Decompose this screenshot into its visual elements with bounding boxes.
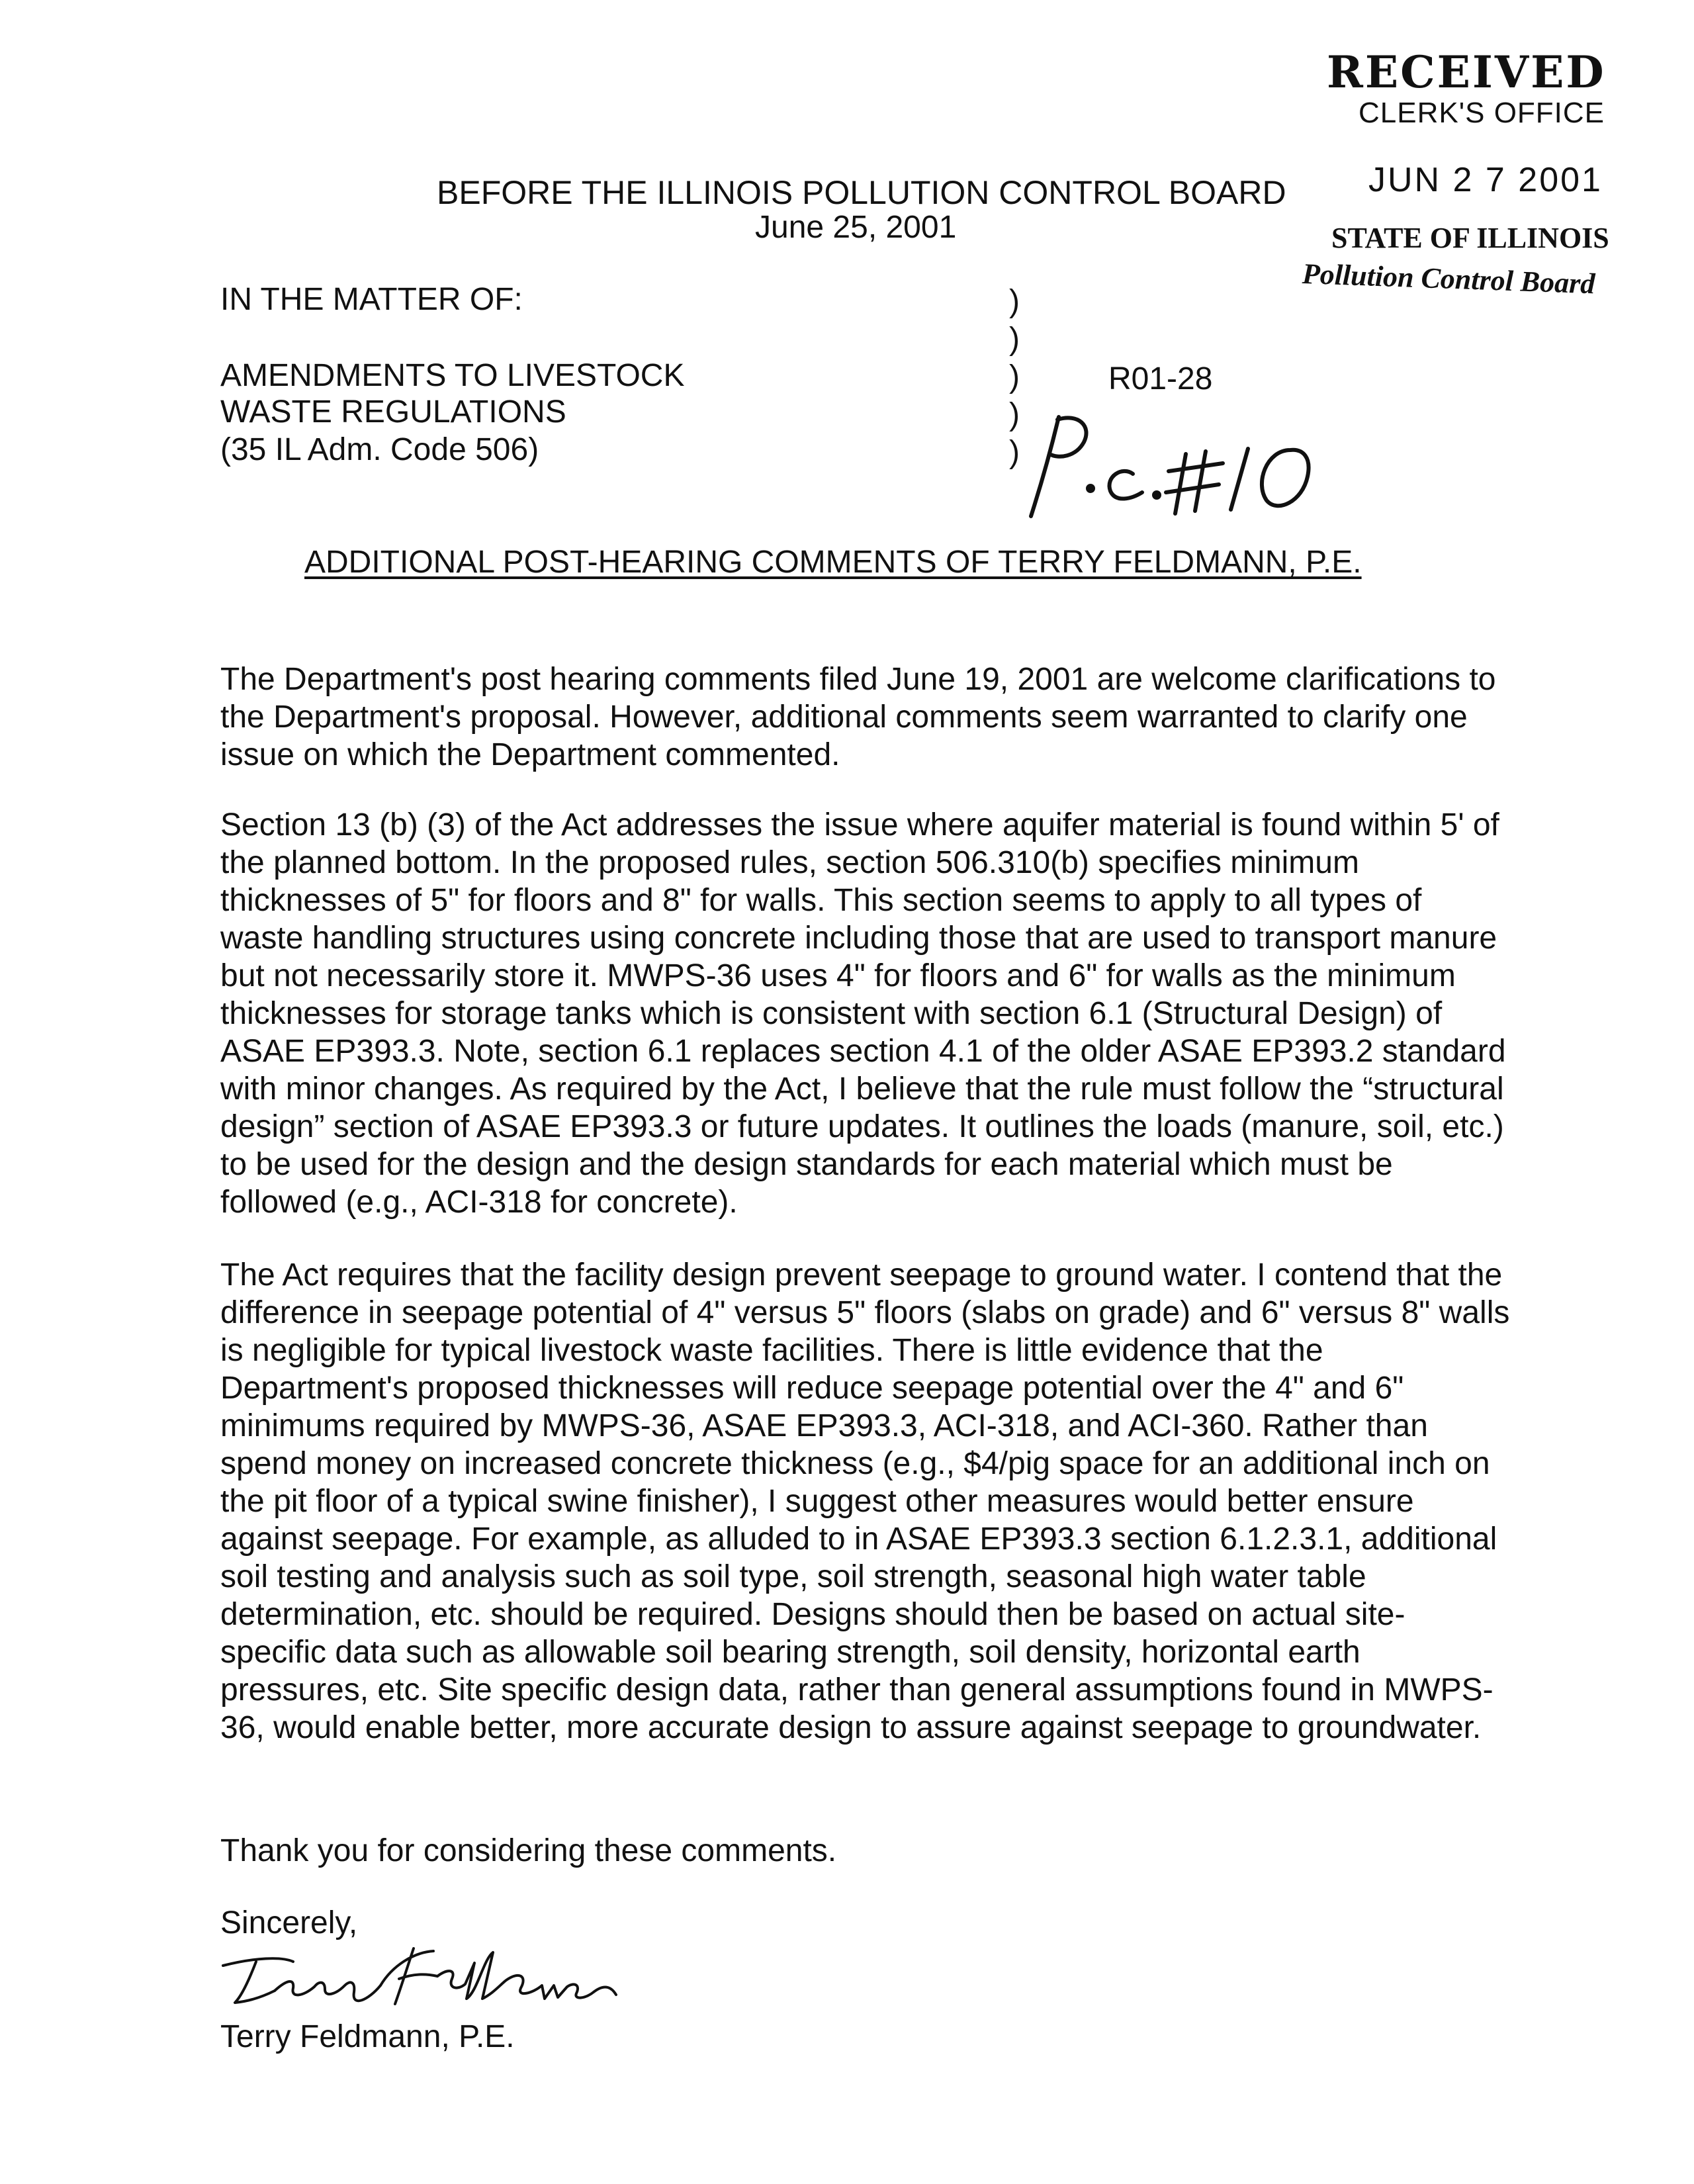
body-paragraph-2: Section 13 (b) (3) of the Act addresses the issue where aquifer material is found within 5' of the planned bottom. In the proposed rules, section 506.310(b) specifies minimum thicknesses of 5" for floors and 8" for walls. This section seems to apply to all types of waste handling structures using concrete including those that are used to transport manure but not necessarily store it. MWPS-36 uses 4" for floors and 6" for walls as the minimum thicknesses for storage tanks which is consistent with section 6.1 (Structural Design) of ASAE EP393.3. Note, section 6.1 replaces section 4.1 of the older ASAE EP393.2 standard with minor changes. As required by the Act, I believe that the rule must follow the “structural design” section of ASAE EP393.3 or future updates. It outlines the loads (manure, soil, etc.) to be used for the design and the design standards for each material which must be followed (e.g., ACI-318 for concrete). xyxy=(220,807,1506,1220)
valediction: Sincerely, xyxy=(220,1905,358,1940)
stamp-received: RECEIVED xyxy=(1327,46,1606,98)
signer-name: Terry Feldmann, P.E. xyxy=(220,2019,515,2054)
stamp-state: STATE OF ILLINOIS xyxy=(1331,222,1609,254)
docket-number: R01-28 xyxy=(1108,361,1213,396)
caption-paren: ) xyxy=(1009,359,1020,394)
stamp-date: JUN 2 7 2001 xyxy=(1368,161,1603,199)
handwritten-pc-mark xyxy=(1012,410,1357,523)
caption-paren: ) xyxy=(1009,397,1020,432)
caption-paren: ) xyxy=(1009,435,1020,470)
caption-amendments-line2: WASTE REGULATIONS xyxy=(220,394,566,430)
document-title: ADDITIONAL POST-HEARING COMMENTS OF TERRY FELDMANN, P.E. xyxy=(304,545,1362,580)
stamp-board: Pollution Control Board xyxy=(1302,257,1596,300)
body-paragraph-3: The Act requires that the facility design prevent seepage to ground water. I contend that the difference in seepage potential of 4" versus 5" floors (slabs on grade) and 6" versus 8" walls is negligible for typical livestock waste facilities. There is little evidence that the Department's proposed thicknesses will reduce seepage potential over the 4" and 6" minimums required by MWPS-36, ASAE EP393.3, ACI-318, and ACI-360. Rather than spend money on increased concrete thickness (e.g., $4/pig space for an additional inch on the pit floor of a typical swine finisher), I suggest other measures would better ensure against seepage. For example, as alluded to in ASAE EP393.3 section 6.1.2.3.1, additional soil testing and analysis such as soil type, soil strength, seasonal high water table determination, etc. should be required. Designs should then be based on actual site-specific data such as allowable soil bearing strength, soil density, horizontal earth pressures, etc. Site specific design data, rather than general assumptions found in MWPS-36, would enable better, more accurate design to assure against seepage to groundwater. xyxy=(220,1257,1510,1745)
heading-date: June 25, 2001 xyxy=(755,210,957,245)
board-heading: BEFORE THE ILLINOIS POLLUTION CONTROL BOARD xyxy=(437,174,1286,211)
handwritten-signature xyxy=(215,1939,639,2012)
caption-matter: IN THE MATTER OF: xyxy=(220,282,523,317)
body-paragraph-4: Thank you for considering these comments. xyxy=(220,1833,837,1868)
caption-code: (35 IL Adm. Code 506) xyxy=(220,432,539,467)
body-paragraph-1: The Department's post hearing comments filed June 19, 2001 are welcome clarifications to the Department's proposal. However, additional comments seem warranted to clarify one issue on which the Department commented. xyxy=(220,662,1496,772)
caption-paren: ) xyxy=(1009,284,1020,319)
caption-paren: ) xyxy=(1009,322,1020,357)
caption-amendments-line1: AMENDMENTS TO LIVESTOCK xyxy=(220,358,685,393)
stamp-office: CLERK'S OFFICE xyxy=(1359,97,1605,129)
